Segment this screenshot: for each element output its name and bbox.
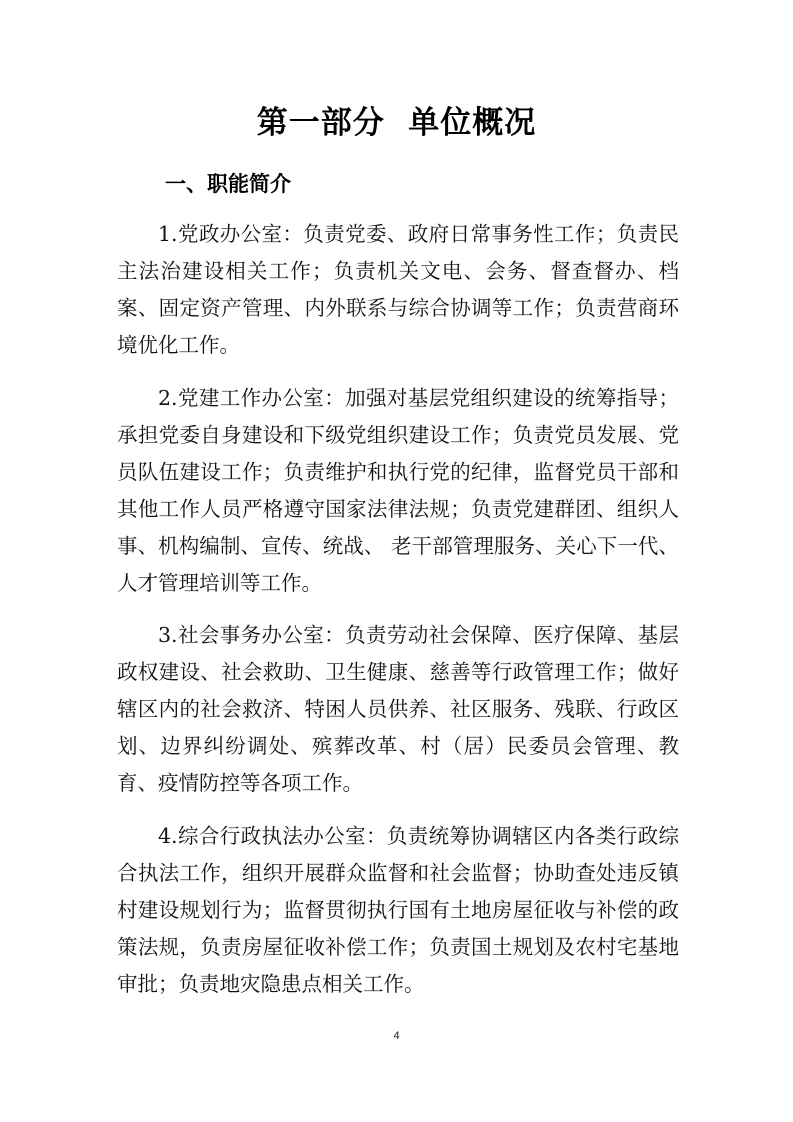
paragraph-party-building-office: 2.党建工作办公室：加强对基层党组织建设的统筹指导；承担党委自身建设和下级党组织建设工作；负责党员发展、党员队伍建设工作；负责维护和执行党的纪律，监督党员干部和其他工作人员严格遵守国家法律法规；负责党建群团、组织人事、机构编制、宣传、统战、 老干部管理服务、关心下一代、人才管理培训等工作。 — [117, 386, 679, 595]
page-title: 第一部分 单位概况 — [256, 105, 537, 141]
section-heading: 一、职能简介 — [165, 172, 291, 196]
paragraph-social-affairs-office: 3.社会事务办公室：负责劳动社会保障、医疗保障、基层政权建设、社会救助、卫生健康、慈善等行政管理工作；做好辖区内的社会救济、特困人员供养、社区服务、残联、行政区划、边界纠纷调处、殡葬改革、村（居）民委员会管理、教育、疫情防控等各项工作。 — [117, 623, 679, 795]
page-number: 4 — [393, 1030, 400, 1042]
paragraph-party-government-office: 1.党政办公室：负责党委、政府日常事务性工作；负责民主法治建设相关工作；负责机关文电、会务、督查督办、档案、固定资产管理、内外联系与综合协调等工作；负责营商环境优化工作。 — [117, 222, 679, 357]
paragraph-law-enforcement-office: 4.综合行政执法办公室：负责统筹协调辖区内各类行政综合执法工作，组织开展群众监督和社会监督；协助查处违反镇村建设规划行为；监督贯彻执行国有土地房屋征收与补偿的政策法规，负责房屋征收补偿工作；负责国土规划及农村宅基地审批；负责地灾隐患点相关工作。 — [117, 824, 679, 996]
